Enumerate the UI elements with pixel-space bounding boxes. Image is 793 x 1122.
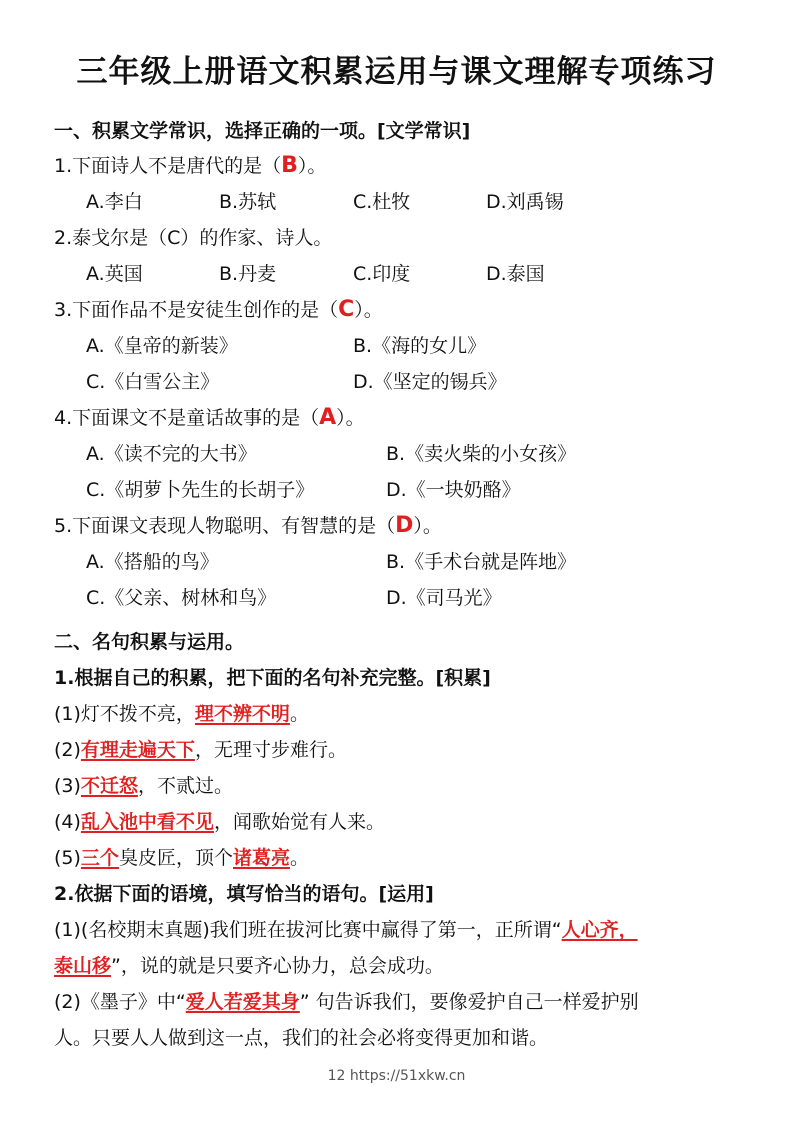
context-text: (1)(名校期末真题)我们班在拔河比赛中赢得了第一，正所谓“ <box>54 919 562 941</box>
question-text: 2.泰戈尔是（ <box>54 227 168 249</box>
fill-suffix: ，无理寸步难行。 <box>194 739 347 761</box>
part1-heading: 1.根据自己的积累，把下面的名句补充完整。[积累] <box>54 667 491 689</box>
question-text: 4.下面课文不是童话故事的是（ <box>54 407 320 429</box>
option: A.《搭船的鸟》 <box>86 551 219 573</box>
fill-answer: 爱人若爱其身 <box>185 991 300 1013</box>
page-footer: 12 https://51xkw.cn <box>327 1068 466 1084</box>
context-text: 人。只要人人做到这一点，我们的社会必将变得更加和谐。 <box>54 1027 549 1049</box>
fill-answer: 诸葛亮 <box>232 847 290 869</box>
question-suffix: ）。 <box>297 155 327 177</box>
fill-answer: 不迁怒 <box>80 775 138 797</box>
fill-suffix: 。 <box>289 703 309 725</box>
answer: A <box>319 405 337 430</box>
fill-item-3 <box>54 772 233 800</box>
option: B.《卖火柴的小女孩》 <box>386 443 577 465</box>
context-text: (2)《墨子》中“ <box>54 991 186 1013</box>
question-5 <box>54 512 442 540</box>
fill-item-4 <box>54 808 385 836</box>
question-2 <box>54 224 332 252</box>
option: C.《父亲、树林和鸟》 <box>86 587 277 609</box>
context-text: ” 句告诉我们，要像爱护自己一样爱护别 <box>299 991 639 1013</box>
option: B.丹麦 <box>219 263 277 285</box>
option: C.《胡萝卜先生的长胡子》 <box>86 479 315 501</box>
answer: C <box>338 297 355 322</box>
option: D.《司马光》 <box>386 587 502 609</box>
section1-heading: 一、积累文学常识，选择正确的一项。[文学常识] <box>54 120 471 142</box>
section2-heading: 二、名句积累与运用。 <box>54 631 245 653</box>
question-suffix: ）。 <box>336 407 365 429</box>
option: B.苏轼 <box>219 191 277 213</box>
question-1 <box>54 152 326 180</box>
question-text: 5.下面课文表现人物聪明、有智慧的是（ <box>54 515 396 537</box>
fill-item-2 <box>54 736 347 764</box>
fill-answer: 泰山移 <box>54 955 112 977</box>
question-3 <box>54 296 383 324</box>
question-text: 1.下面诗人不是唐代的是（ <box>54 155 282 177</box>
option: C.《白雪公主》 <box>86 371 220 393</box>
question-text: 3.下面作品不是安徒生创作的是（ <box>54 299 339 321</box>
question-suffix: ）。 <box>413 515 442 537</box>
option: D.《一块奶酪》 <box>386 479 521 501</box>
option: A.《皇帝的新装》 <box>86 335 238 357</box>
fill-prefix: (3) <box>54 775 81 797</box>
option: C.印度 <box>353 263 411 285</box>
fill-suffix: ，不贰过。 <box>137 775 233 797</box>
option: C.杜牧 <box>353 191 411 213</box>
answer: D <box>395 513 414 538</box>
fill-prefix: (5) <box>54 847 81 869</box>
option: A.《读不完的大书》 <box>86 443 257 465</box>
answer: B <box>281 153 298 178</box>
fill-suffix: 。 <box>289 847 309 869</box>
context-text: ”，说的就是只要齐心协力，总会成功。 <box>111 955 444 977</box>
context-q2-line1 <box>54 988 639 1016</box>
option: D.刘禹锡 <box>486 191 564 213</box>
fill-answer: 理不辨不明 <box>194 703 290 725</box>
fill-answer: 人心齐， <box>561 919 638 941</box>
fill-prefix: (1)灯不拨不亮， <box>54 703 195 725</box>
part2-heading: 2.依据下面的语境，填写恰当的语句。[运用] <box>54 883 434 905</box>
fill-item-1 <box>54 700 309 728</box>
fill-prefix: (2) <box>54 739 81 761</box>
page-title: 三年级上册语文积累运用与课文理解专项练习 <box>76 54 717 90</box>
option: B.《手术台就是阵地》 <box>386 551 577 573</box>
fill-suffix: ，闻歌始觉有人来。 <box>213 811 385 833</box>
context-q1-line1 <box>54 916 638 944</box>
context-q1-line2 <box>54 952 444 980</box>
question-suffix: ）的作家、诗人。 <box>180 227 333 249</box>
answer: C <box>167 227 181 249</box>
question-4 <box>54 404 365 432</box>
fill-answer: 三个 <box>80 847 119 869</box>
option: D.泰国 <box>486 263 545 285</box>
fill-answer: 有理走遍天下 <box>80 739 195 761</box>
fill-text: 臭皮匠，顶个 <box>118 847 233 869</box>
fill-prefix: (4) <box>54 811 81 833</box>
fill-answer: 乱入池中看不见 <box>80 811 214 833</box>
option: B.《海的女儿》 <box>353 335 487 357</box>
question-suffix: ）。 <box>354 299 383 321</box>
option: A.李白 <box>86 191 143 213</box>
context-q2-line2 <box>54 1024 548 1052</box>
fill-item-5 <box>54 844 309 872</box>
option: D.《坚定的锡兵》 <box>353 371 507 393</box>
option: A.英国 <box>86 263 143 285</box>
